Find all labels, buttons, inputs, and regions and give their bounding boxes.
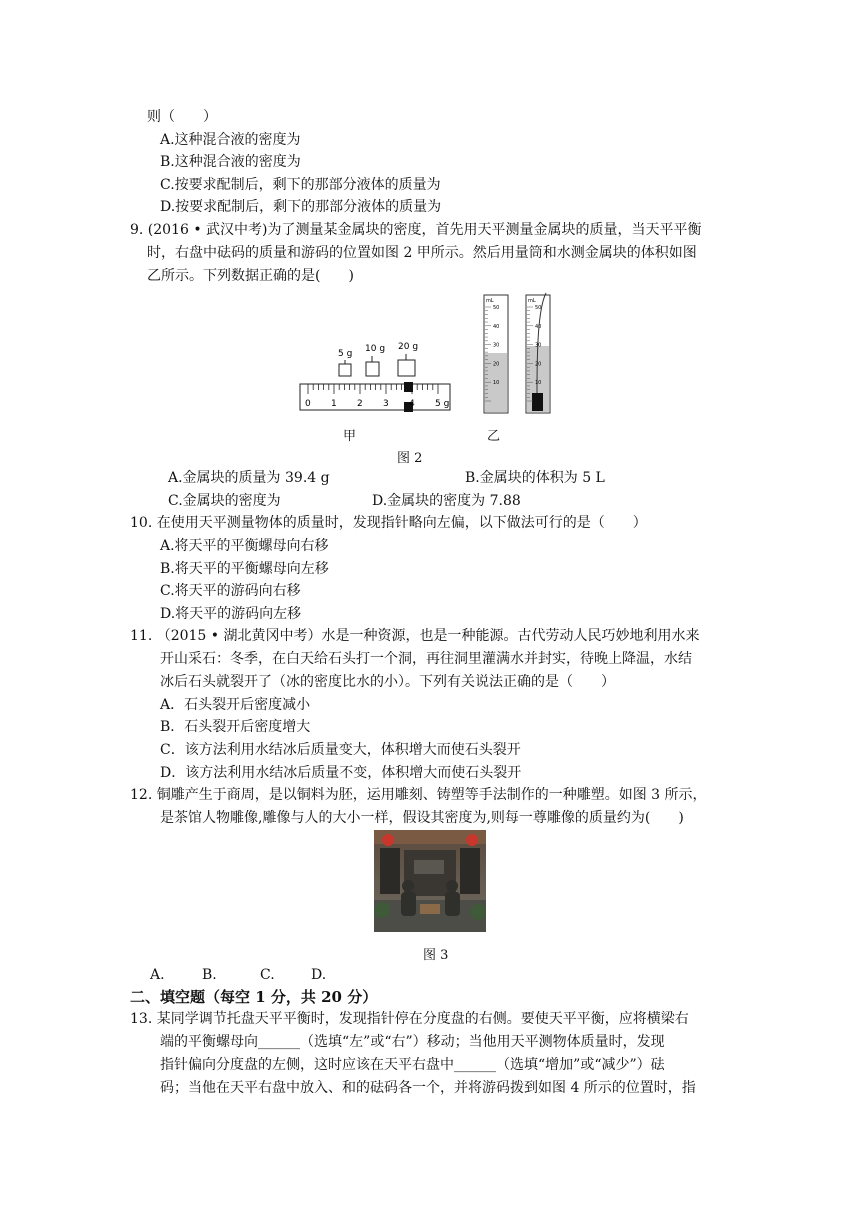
q8-option-b: B.这种混合液的密度为 bbox=[160, 154, 301, 170]
q12-line-1: 12. 铜雕产生于商周，是以铜料为胚，运用雕刻、铸塑等手法制作的一种雕塑。如图 3 所示， bbox=[130, 787, 707, 803]
weight-5g-label: 5 g bbox=[338, 349, 353, 359]
q9-option-b: B.金属块的体积为 5 L bbox=[465, 470, 605, 486]
q9-option-d: D.金属块的密度为 7.88 bbox=[372, 493, 521, 509]
cylinder-tick-label: 40 bbox=[535, 323, 542, 330]
cylinder-tick-label: 20 bbox=[535, 361, 542, 368]
q9-line-1: 9. (2016 • 武汉中考)为了测量某金属块的密度，首先用天平测量金属块的质量，当天平平衡 bbox=[130, 222, 702, 238]
q11-line-2: 开山采石：冬季，在白天给石头打一个洞，再往洞里灌满水并封实，待晚上降温，水结 bbox=[160, 651, 692, 667]
q11-option-a: A．石头裂开后密度减小 bbox=[160, 697, 311, 713]
q8-stem-end: 则（ ） bbox=[147, 109, 217, 125]
cylinder-tick-label: 20 bbox=[493, 361, 500, 368]
q9-option-a: A.金属块的质量为 39.4 g bbox=[168, 470, 330, 486]
weight-5g bbox=[338, 349, 352, 376]
q10-option-d: D.将天平的游码向左移 bbox=[160, 606, 302, 622]
cylinder-tick-label: 50 bbox=[535, 305, 542, 311]
figure-2-caption: 图 2 bbox=[397, 451, 423, 466]
ruler-tick-label: 2 bbox=[357, 399, 363, 409]
q13-line-3: 指针偏向分度盘的左侧，这时应该在天平右盘中______（选填“增加”或“减少”）砝 bbox=[160, 1057, 665, 1073]
q10-option-a: A.将天平的平衡螺母向右移 bbox=[160, 538, 329, 554]
cylinder-unit-label-2: mL bbox=[528, 298, 536, 304]
q8-option-a: A.这种混合液的密度为 bbox=[160, 132, 301, 148]
weight-20g bbox=[398, 342, 418, 376]
ruler-tick-label: 0 bbox=[305, 399, 311, 409]
q9-option-c: C.金属块的密度为 bbox=[168, 493, 281, 509]
figure-label-jia: 甲 bbox=[343, 429, 357, 444]
q13-line-1: 13. 某同学调节托盘天平平衡时，发现指针停在分度盘的右侧。要使天平平衡，应将横梁右 bbox=[130, 1011, 689, 1027]
figure-label-yi: 乙 bbox=[487, 429, 501, 444]
ruler-tick-label: 5 g bbox=[435, 399, 450, 409]
q11-line-3: 冰后石头就裂开了（冰的密度比水的小）。下列有关说法正确的是（ ） bbox=[160, 674, 615, 690]
q10-option-c: C.将天平的游码向右移 bbox=[160, 583, 301, 599]
weight-10g-label: 10 g bbox=[365, 344, 386, 354]
q12-option-c: C. bbox=[260, 967, 275, 983]
q8-option-c: C.按要求配制后，剩下的那部分液体的质量为 bbox=[160, 177, 441, 193]
cylinder-tick-label: 10 bbox=[493, 380, 500, 387]
q12-option-a: A. bbox=[150, 967, 165, 983]
ruler-tick-label: 3 bbox=[383, 399, 389, 409]
q12-option-d: D. bbox=[311, 967, 327, 983]
ruler-tick-label: 4 bbox=[409, 399, 415, 409]
q8-option-d: D.按要求配制后，剩下的那部分液体的质量为 bbox=[160, 199, 442, 215]
q11-line-1: 11. （2015 • 湖北黄冈中考）水是一种资源，也是一种能源。古代劳动人民巧妙地利用水来 bbox=[130, 628, 700, 644]
q12-line-2: 是茶馆人物雕像,雕像与人的大小一样，假设其密度为,则每一尊雕像的质量约为( ) bbox=[160, 810, 684, 826]
cylinder-water bbox=[484, 295, 508, 413]
metal-block bbox=[532, 393, 543, 411]
q9-line-2: 时，右盘中砝码的质量和游码的位置如图 2 甲所示。然后用量筒和水测金属块的体积如图 bbox=[147, 245, 697, 261]
q11-option-b: B．石头裂开后密度增大 bbox=[160, 719, 311, 735]
cylinder-tick-label: 30 bbox=[493, 342, 500, 349]
q13-line-2: 端的平衡螺母向______（选填“左”或“右”）移动；当他用天平测物体质量时，发现 bbox=[160, 1034, 665, 1050]
q11-option-c: C．该方法利用水结冰后质量变大，体积增大而使石头裂开 bbox=[160, 742, 521, 758]
q13-line-4: 码；当他在天平右盘中放入、和的砝码各一个，并将游码拨到如图 4 所示的位置时，指 bbox=[160, 1080, 696, 1096]
cylinder-tick-label: 10 bbox=[535, 380, 542, 387]
bronze-statue-photo bbox=[374, 830, 486, 932]
cylinder-unit-label: mL bbox=[486, 298, 494, 304]
ruler-tick-label: 1 bbox=[331, 399, 337, 409]
graduated-cylinders-figure bbox=[474, 289, 564, 419]
weight-10g bbox=[365, 344, 385, 376]
weight-20g-label: 20 g bbox=[398, 342, 419, 352]
scale-ruler bbox=[300, 382, 450, 412]
rider-slider bbox=[404, 382, 413, 392]
cylinder-tick-label: 30 bbox=[535, 342, 542, 349]
q12-option-b: B. bbox=[202, 967, 217, 983]
cylinder-tick-label: 40 bbox=[493, 323, 500, 330]
q9-line-3: 乙所示。下列数据正确的是( ) bbox=[147, 268, 354, 284]
figure-3-caption: 图 3 bbox=[423, 948, 449, 963]
cylinder-with-metal bbox=[526, 293, 550, 413]
balance-weights-figure bbox=[290, 336, 460, 416]
cylinder-tick-label: 50 bbox=[493, 305, 500, 311]
q10-stem: 10. 在使用天平测量物体的质量时，发现指针略向左偏，以下做法可行的是（ ） bbox=[130, 515, 647, 531]
section-2-heading: 二、填空题（每空 1 分，共 20 分） bbox=[130, 988, 378, 1006]
q10-option-b: B.将天平的平衡螺母向左移 bbox=[160, 561, 329, 577]
q11-option-d: D．该方法利用水结冰后质量不变，体积增大而使石头裂开 bbox=[160, 765, 522, 781]
